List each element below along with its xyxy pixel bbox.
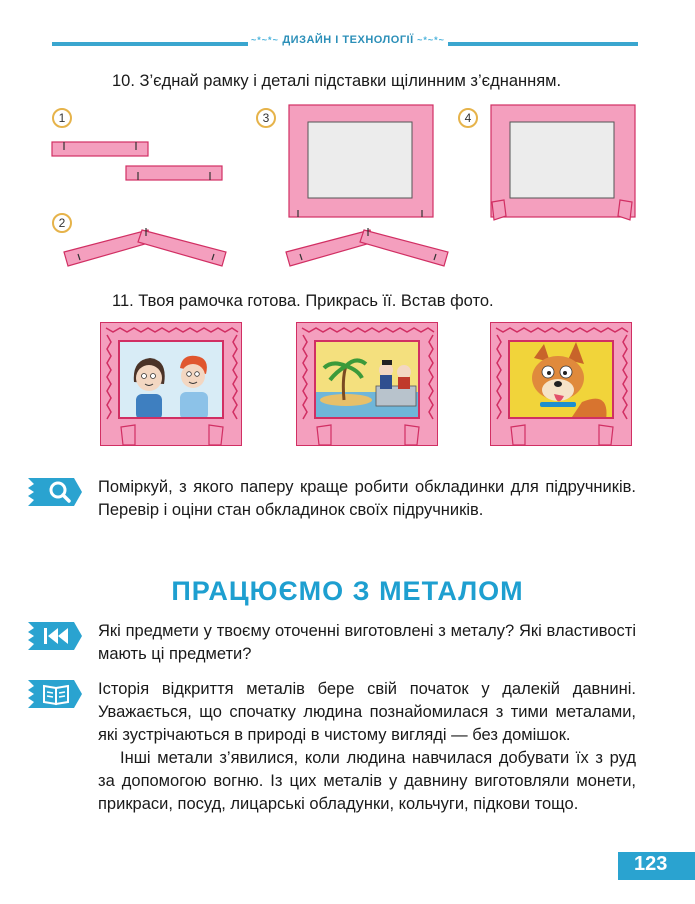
kids-picture [120, 342, 224, 419]
read-paragraph-2: Інші метали з’явилися, коли людина навчилася добувати їх з руд за допомогою вогню. Із цих металів у давнину виготовляли монети, прикраси, посуд, лицарські обладунки, кольчуги, підкови тощо. [98, 749, 636, 813]
section-title: ПРАЦЮЄМО З МЕТАЛОМ [171, 576, 524, 606]
read-paragraphs [98, 678, 636, 816]
recall-paragraph: Які предмети у твоєму оточенні виготовлені з металу? Які властивості мають ці предмети? [98, 622, 636, 663]
stand-leg-left [492, 200, 506, 220]
magnifier-icon [28, 476, 86, 508]
rewind-icon [28, 620, 86, 652]
think-paragraph: Поміркуй, з якого паперу краще робити обкладинки для підручників. Перевір і оціни стан обкладинок своїх підручників. [98, 478, 636, 519]
stand-joined-left-2 [286, 230, 374, 266]
frame-stand-pirates [297, 423, 439, 447]
decorated-frame-pirates [296, 322, 438, 446]
step-4-badge: 4 [458, 108, 478, 128]
task-11-text: 11. Твоя рамочка готова. Прикрась її. Встав фото. [112, 292, 494, 310]
read-paragraph-1: Історія відкриття металів бере свій початок у далекій давнині. Уважається, що спочатку людина познайомилася з тими металами, які зустрічаються в природі в чистому вигляді — без домішок. [98, 680, 636, 744]
header-rule-left [52, 42, 248, 46]
decorated-frame-kids [100, 322, 242, 446]
frame-window [308, 122, 412, 198]
step-4-frame [490, 104, 636, 224]
step-3-badge: 3 [256, 108, 276, 128]
header-decoration-right: ~*~*~ [413, 35, 445, 45]
step-3-frame [288, 104, 434, 220]
frame-stand-kids [101, 423, 243, 447]
header-decoration-left: ~*~*~ [251, 35, 283, 45]
dog-picture [510, 342, 614, 419]
step-2-badge: 2 [52, 213, 72, 233]
step-1-illustration [50, 138, 230, 188]
decorated-frame-dog [490, 322, 632, 446]
stand-joined-right-2 [360, 230, 448, 266]
frame-stand-dog [491, 423, 633, 447]
step-2-illustration [62, 222, 232, 274]
header-title [248, 34, 448, 46]
step-1-badge: 1 [52, 108, 72, 128]
photo-dog [508, 340, 614, 419]
step-2b-illustration [284, 222, 454, 274]
stand-joined-left [64, 230, 152, 266]
header-title-text: ДИЗАЙН І ТЕХНОЛОГІЇ [282, 34, 414, 46]
pirates-picture [316, 342, 420, 419]
task-10-text: 10. З’єднай рамку і деталі підставки щілинним з’єднанням. [112, 72, 562, 90]
page-number: 123 [634, 853, 668, 875]
book-icon [28, 678, 86, 710]
stand-leg-right [618, 200, 632, 220]
frame-window [510, 122, 614, 198]
photo-kids [118, 340, 224, 419]
stand-strip-bottom [126, 166, 222, 180]
header-rule-right [448, 42, 638, 46]
stand-strip-top [52, 142, 148, 156]
photo-pirates [314, 340, 420, 419]
stand-joined-right [138, 230, 226, 266]
